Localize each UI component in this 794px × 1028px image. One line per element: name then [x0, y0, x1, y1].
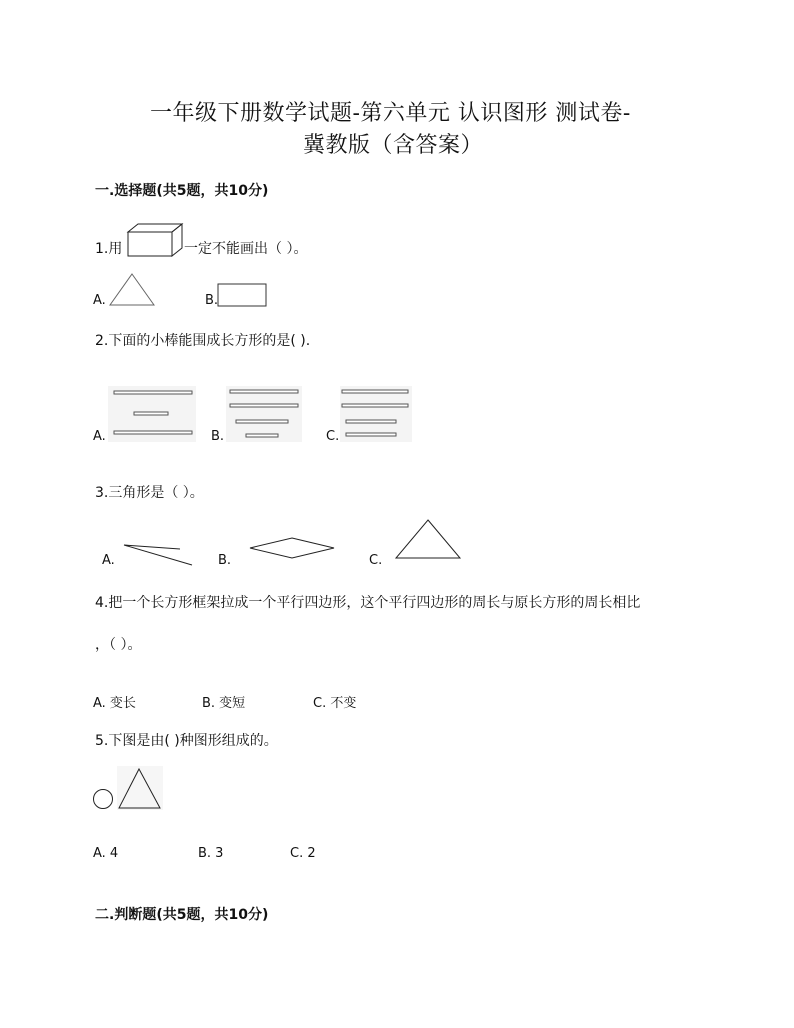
q4-option-a[interactable]: A. 变长	[93, 696, 136, 711]
q2-option-c[interactable]: C.	[326, 429, 340, 444]
q3-question: 3.三角形是（ ）。	[95, 485, 204, 501]
q1-option-b[interactable]: B.	[205, 293, 219, 308]
triangle-figure-box	[117, 766, 163, 810]
q1-suffix: 一定不能画出（ ）。	[184, 241, 308, 257]
q3-option-b[interactable]: B.	[218, 553, 232, 568]
triangle-option-a	[108, 272, 158, 308]
q3-option-c[interactable]: C.	[369, 553, 383, 568]
sticks-group-b	[226, 386, 302, 442]
q4-question-line2: ，（ ）。	[95, 637, 142, 653]
cuboid-figure	[124, 222, 184, 258]
triangle-option-c	[394, 518, 462, 560]
sticks-group-a	[108, 386, 196, 442]
page-title-line2: 冀教版（含答案）	[303, 133, 484, 158]
page-title-line1: 一年级下册数学试题-第六单元 认识图形 测试卷-	[150, 101, 631, 126]
circle-figure	[92, 788, 114, 810]
q1-prefix: 1.用	[95, 241, 123, 257]
section-heading-judgment: 二.判断题(共5题，共10分)	[95, 907, 269, 923]
q4-question-line1: 4.把一个长方形框架拉成一个平行四边形，这个平行四边形的周长与原长方形的周长相比	[95, 595, 641, 611]
q4-option-b[interactable]: B. 变短	[202, 696, 246, 711]
sticks-group-c	[340, 386, 412, 442]
rhombus-option-b	[248, 536, 338, 560]
q2-option-b[interactable]: B.	[211, 429, 225, 444]
section-heading-choice: 一.选择题(共5题，共10分)	[95, 183, 269, 199]
open-shape-option-a	[122, 535, 198, 569]
q1-option-a[interactable]: A.	[93, 293, 106, 308]
q4-option-c[interactable]: C. 不变	[313, 696, 357, 711]
q5-option-a[interactable]: A. 4	[93, 846, 119, 861]
q5-question: 5.下图是由( )种图形组成的。	[95, 733, 278, 749]
rectangle-option-b	[217, 283, 269, 309]
q2-option-a[interactable]: A.	[93, 429, 106, 444]
q3-option-a[interactable]: A.	[102, 553, 115, 568]
q5-option-b[interactable]: B. 3	[198, 846, 224, 861]
q5-option-c[interactable]: C. 2	[290, 846, 316, 861]
q2-question: 2.下面的小棒能围成长方形的是( ).	[95, 333, 311, 349]
